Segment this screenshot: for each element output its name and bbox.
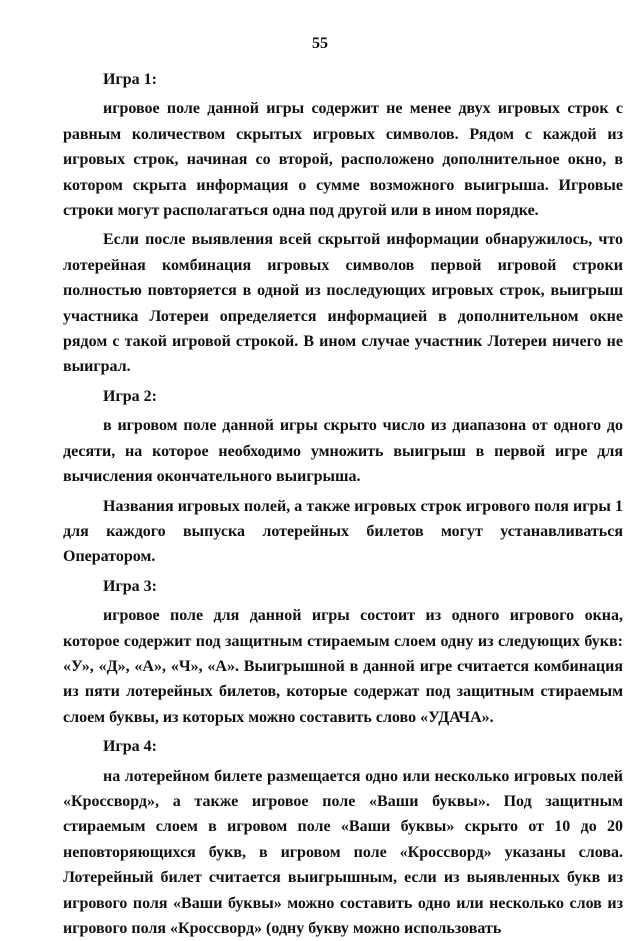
section-heading-game-2: Игра 2: [103,387,157,405]
paragraph: Названия игровых полей, а также игровых строк игрового поля игры 1 для каждого выпуска лотерейных билетов могут устанавливаться Оператором. [63,497,623,566]
paragraph: игровое поле данной игры содержит не менее двух игровых строк с равным количеством скрытых игровых символов. Рядом с каждой из игровых строк, начиная со второй, расположено дополнительное окно, в котором скрыта информация о сумме возможного выигрыша. Игровые строки могут располагаться одна под другой или в ином порядке. [63,100,623,220]
page-number: 55 [312,35,328,52]
section-heading-game-4: Игра 4: [103,738,157,756]
paragraph: в игровом поле данной игры скрыто число из диапазона от одного до десяти, на которое необходимо умножить выигрыш в первой игре для вычисления окончательного выигрыша. [63,417,623,486]
section-heading-game-3: Игра 3: [103,577,157,595]
paragraph: Если после выявления всей скрытой информации обнаружилось, что лотерейная комбинация игровых символов первой игровой строки полностью повторяется в одной из последующих игровых строк, выигрыш участника Лотереи определяется информацией в дополнительном окне рядом с такой игровой строкой. В ином случае участник Лотереи ничего не выиграл. [63,231,623,376]
section-heading-game-1: Игра 1: [103,71,157,88]
paragraph: на лотерейном билете размещается одно или несколько игровых полей «Кроссворд», а также игровое поле «Ваши буквы». Под защитным стираемым слоем в игровом поле «Ваши буквы» скрыто от 10 до 20 неповторяющихся букв, в игровом поле «Кроссворд» указаны слова. Лотерейный билет считается выигрышным, если из выявленных букв из игрового поля «Ваши буквы» можно составить одно или несколько слов из игрового поля «Кроссворд» (одну букву можно использовать [63,767,623,937]
document-body [63,67,623,941]
paragraph: игровое поле для данной игры состоит из одного игрового окна, которое содержит под защитным стираемым слоем одну из следующих букв: «У», «Д», «А», «Ч», «А». Выигрышной в данной игре считается комбинация из пяти лотерейных билетов, которые содержат под защитным стираемым слоем буквы, из которых можно составить слово «УДАЧА». [63,607,623,726]
